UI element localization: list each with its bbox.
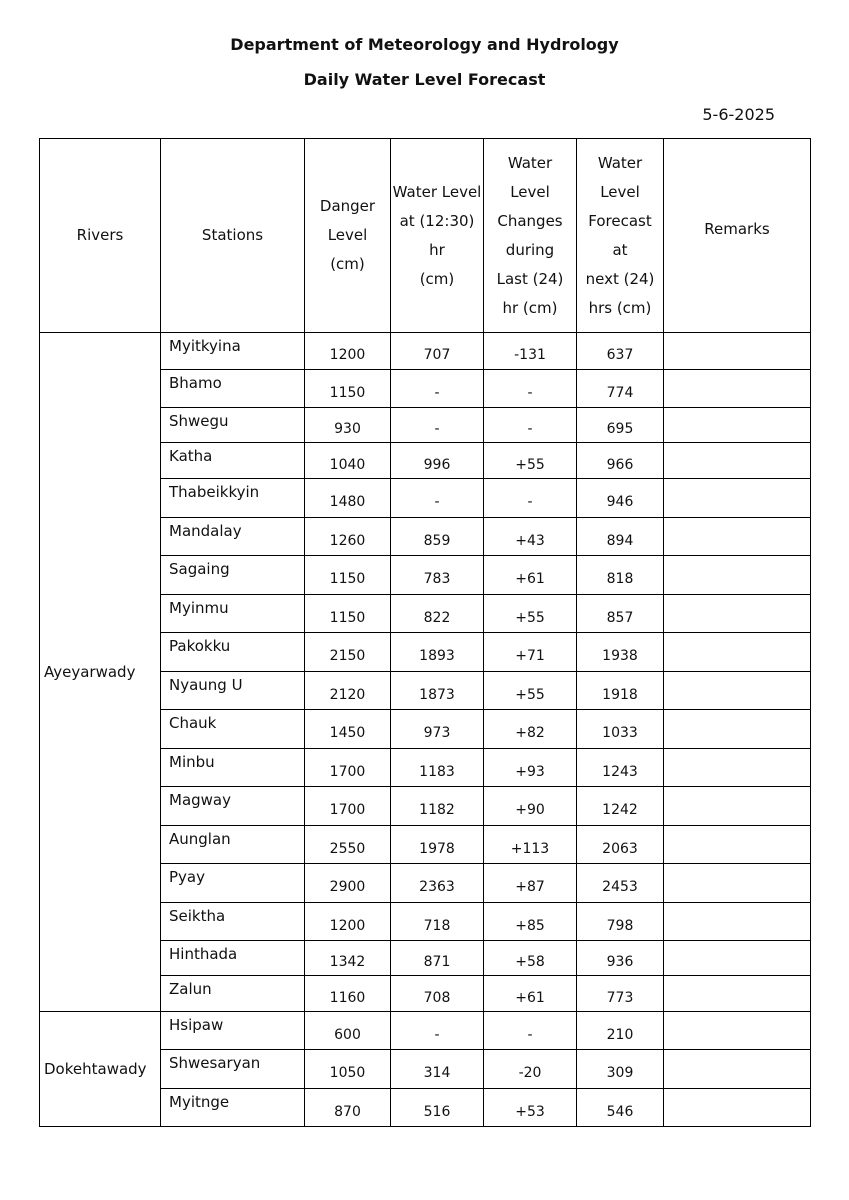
forecast-cell: 546 — [577, 1089, 664, 1127]
forecast-cell: 2453 — [577, 864, 664, 903]
water-level-cell: 871 — [391, 941, 484, 976]
water-level-table — [39, 138, 811, 1127]
danger-level-cell: 1200 — [305, 333, 391, 370]
water-level-cell: 2363 — [391, 864, 484, 903]
remarks-cell — [664, 826, 811, 864]
department-title: Department of Meteorology and Hydrology — [230, 35, 619, 54]
station-name: Sagaing — [161, 556, 305, 595]
water-level-cell: - — [391, 479, 484, 518]
level-change-cell: +58 — [484, 941, 577, 976]
remarks-cell — [664, 672, 811, 710]
remarks-cell — [664, 976, 811, 1012]
col-header-forecast: Water Level Forecast at next (24) hrs (cm) — [577, 139, 664, 333]
forecast-cell: 695 — [577, 408, 664, 443]
forecast-cell: 1033 — [577, 710, 664, 749]
danger-level-cell: 600 — [305, 1012, 391, 1050]
table-row — [40, 1012, 811, 1050]
forecast-cell: 894 — [577, 518, 664, 556]
remarks-cell — [664, 370, 811, 408]
forecast-cell: 1243 — [577, 749, 664, 787]
remarks-cell — [664, 479, 811, 518]
level-change-cell: +53 — [484, 1089, 577, 1127]
forecast-cell: 966 — [577, 443, 664, 479]
station-name: Hsipaw — [161, 1012, 305, 1050]
water-level-cell: - — [391, 370, 484, 408]
water-level-cell: 822 — [391, 595, 484, 633]
level-change-cell: +113 — [484, 826, 577, 864]
forecast-cell: 857 — [577, 595, 664, 633]
remarks-cell — [664, 443, 811, 479]
remarks-cell — [664, 903, 811, 941]
level-change-cell: - — [484, 1012, 577, 1050]
table-body — [40, 333, 811, 1127]
water-level-cell: 973 — [391, 710, 484, 749]
station-name: Nyaung U — [161, 672, 305, 710]
station-name: Chauk — [161, 710, 305, 749]
station-name: Katha — [161, 443, 305, 479]
water-level-cell: 718 — [391, 903, 484, 941]
remarks-cell — [664, 1012, 811, 1050]
report-title: Daily Water Level Forecast — [303, 70, 546, 89]
station-name: Bhamo — [161, 370, 305, 408]
level-change-cell: +61 — [484, 976, 577, 1012]
level-change-cell: +71 — [484, 633, 577, 672]
station-name: Aunglan — [161, 826, 305, 864]
danger-level-cell: 1700 — [305, 749, 391, 787]
report-date: 5-6-2025 — [702, 105, 775, 124]
level-change-cell: +87 — [484, 864, 577, 903]
water-level-cell: 859 — [391, 518, 484, 556]
station-name: Myinmu — [161, 595, 305, 633]
level-change-cell: -131 — [484, 333, 577, 370]
danger-level-cell: 870 — [305, 1089, 391, 1127]
danger-level-cell: 1160 — [305, 976, 391, 1012]
danger-level-cell: 2550 — [305, 826, 391, 864]
remarks-cell — [664, 749, 811, 787]
level-change-cell: +55 — [484, 595, 577, 633]
forecast-cell: 2063 — [577, 826, 664, 864]
water-level-cell: 1978 — [391, 826, 484, 864]
station-name: Mandalay — [161, 518, 305, 556]
water-level-cell: - — [391, 408, 484, 443]
forecast-cell: 774 — [577, 370, 664, 408]
remarks-cell — [664, 710, 811, 749]
level-change-cell: - — [484, 408, 577, 443]
station-name: Pyay — [161, 864, 305, 903]
forecast-cell: 309 — [577, 1050, 664, 1089]
forecast-cell: 637 — [577, 333, 664, 370]
danger-level-cell: 2120 — [305, 672, 391, 710]
danger-level-cell: 1260 — [305, 518, 391, 556]
water-level-cell: 1182 — [391, 787, 484, 826]
level-change-cell: +90 — [484, 787, 577, 826]
col-header-water-level: Water Level at (12:30) hr (cm) — [391, 139, 484, 333]
level-change-cell: - — [484, 479, 577, 518]
water-level-cell: 1183 — [391, 749, 484, 787]
remarks-cell — [664, 633, 811, 672]
remarks-cell — [664, 408, 811, 443]
danger-level-cell: 1150 — [305, 595, 391, 633]
forecast-cell: 946 — [577, 479, 664, 518]
level-change-cell: +55 — [484, 443, 577, 479]
col-header-danger-level: Danger Level (cm) — [305, 139, 391, 333]
station-name: Pakokku — [161, 633, 305, 672]
remarks-cell — [664, 787, 811, 826]
remarks-cell — [664, 556, 811, 595]
danger-level-cell: 1700 — [305, 787, 391, 826]
station-name: Zalun — [161, 976, 305, 1012]
water-level-cell: 516 — [391, 1089, 484, 1127]
remarks-cell — [664, 1089, 811, 1127]
col-header-rivers: Rivers — [40, 139, 161, 333]
forecast-cell: 1242 — [577, 787, 664, 826]
forecast-cell: 1918 — [577, 672, 664, 710]
water-level-cell: 707 — [391, 333, 484, 370]
forecast-cell: 936 — [577, 941, 664, 976]
danger-level-cell: 1150 — [305, 556, 391, 595]
danger-level-cell: 930 — [305, 408, 391, 443]
remarks-cell — [664, 941, 811, 976]
forecast-cell: 1938 — [577, 633, 664, 672]
col-header-remarks: Remarks — [664, 139, 811, 333]
station-name: Myitnge — [161, 1089, 305, 1127]
forecast-cell: 210 — [577, 1012, 664, 1050]
river-name: Dokehtawady — [40, 1012, 161, 1127]
water-level-cell: 996 — [391, 443, 484, 479]
danger-level-cell: 1050 — [305, 1050, 391, 1089]
danger-level-cell: 1342 — [305, 941, 391, 976]
water-level-cell: 708 — [391, 976, 484, 1012]
station-name: Myitkyina — [161, 333, 305, 370]
water-level-cell: - — [391, 1012, 484, 1050]
danger-level-cell: 1150 — [305, 370, 391, 408]
station-name: Shwesaryan — [161, 1050, 305, 1089]
danger-level-cell: 2150 — [305, 633, 391, 672]
danger-level-cell: 2900 — [305, 864, 391, 903]
station-name: Minbu — [161, 749, 305, 787]
danger-level-cell: 1480 — [305, 479, 391, 518]
level-change-cell: +55 — [484, 672, 577, 710]
level-change-cell: - — [484, 370, 577, 408]
remarks-cell — [664, 518, 811, 556]
danger-level-cell: 1040 — [305, 443, 391, 479]
danger-level-cell: 1200 — [305, 903, 391, 941]
water-level-cell: 1873 — [391, 672, 484, 710]
water-level-cell: 783 — [391, 556, 484, 595]
level-change-cell: +82 — [484, 710, 577, 749]
header-row — [40, 139, 811, 333]
danger-level-cell: 1450 — [305, 710, 391, 749]
forecast-cell: 773 — [577, 976, 664, 1012]
forecast-cell: 798 — [577, 903, 664, 941]
remarks-cell — [664, 333, 811, 370]
level-change-cell: +93 — [484, 749, 577, 787]
level-change-cell: -20 — [484, 1050, 577, 1089]
level-change-cell: +61 — [484, 556, 577, 595]
col-header-stations: Stations — [161, 139, 305, 333]
river-name: Ayeyarwady — [40, 333, 161, 1012]
station-name: Thabeikkyin — [161, 479, 305, 518]
col-header-level-changes: Water Level Changes during Last (24) hr (cm) — [484, 139, 577, 333]
water-level-cell: 314 — [391, 1050, 484, 1089]
level-change-cell: +85 — [484, 903, 577, 941]
remarks-cell — [664, 864, 811, 903]
table-row — [40, 333, 811, 370]
station-name: Seiktha — [161, 903, 305, 941]
water-level-cell: 1893 — [391, 633, 484, 672]
remarks-cell — [664, 1050, 811, 1089]
station-name: Hinthada — [161, 941, 305, 976]
station-name: Magway — [161, 787, 305, 826]
forecast-cell: 818 — [577, 556, 664, 595]
remarks-cell — [664, 595, 811, 633]
level-change-cell: +43 — [484, 518, 577, 556]
station-name: Shwegu — [161, 408, 305, 443]
